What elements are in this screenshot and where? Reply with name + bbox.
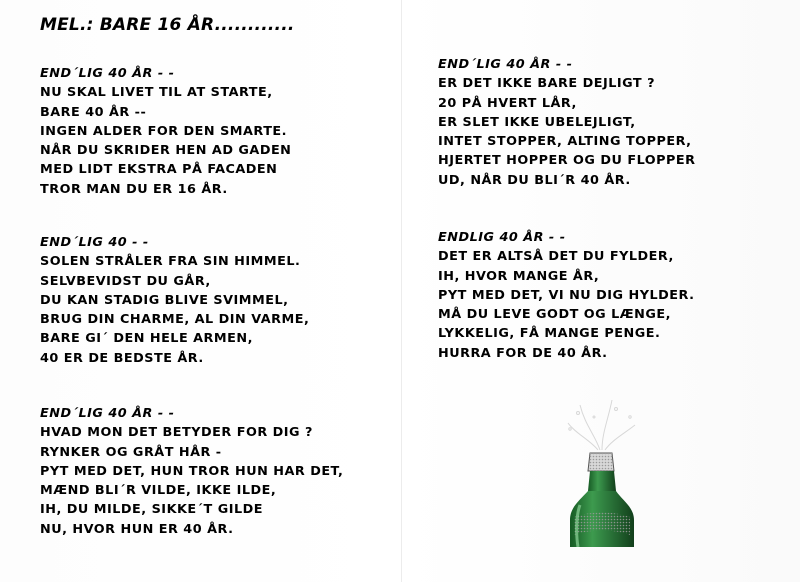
- stanza-line: DU KAN STADIG BLIVE SVIMMEL,: [40, 292, 289, 308]
- stanza-line: IH, HVOR MANGE ÅR,: [438, 268, 600, 284]
- stanza-first-line: END´LIG 40 ÅR - -: [40, 66, 175, 81]
- stanza-line: 40 ER DE BEDSTE ÅR.: [40, 350, 204, 366]
- stanza-line: DET ER ALTSÅ DET DU FYLDER,: [438, 249, 674, 265]
- stanza-first-line: END´LIG 40 ÅR - -: [40, 406, 175, 421]
- stanza-line: MÆND BLI´R VILDE, IKKE ILDE,: [40, 483, 277, 499]
- stanza-line: RYNKER OG GRÅT HÅR -: [40, 444, 222, 460]
- stanza-left-3: [40, 404, 343, 539]
- stanza-line: NU, HVOR HUN ER 40 ÅR.: [40, 521, 234, 537]
- stanza-line: MED LIDT EKSTRA PÅ FACADEN: [40, 162, 278, 178]
- stanza-first-line: END´LIG 40 ÅR - -: [438, 57, 573, 72]
- stanza-line: PYT MED DET, VI NU DIG HYLDER.: [438, 287, 695, 303]
- stanza-line: PYT MED DET, HUN TROR HUN HAR DET,: [40, 463, 344, 479]
- stanza-line: ER SLET IKKE UBELEJLIGT,: [438, 114, 636, 130]
- stanza-line: BARE 40 ÅR --: [40, 104, 147, 120]
- stanza-first-line: END´LIG 40 - -: [40, 235, 149, 250]
- stanza-left-2: [40, 233, 309, 368]
- stanza-line: NU SKAL LIVET TIL AT STARTE,: [40, 85, 273, 101]
- stanza-line: LYKKELIG, FÅ MANGE PENGE.: [438, 326, 661, 342]
- stanza-line: SELVBEVIDST DU GÅR,: [40, 273, 211, 289]
- stanza-left-1: [40, 64, 291, 199]
- stanza-line: INGEN ALDER FOR DEN SMARTE.: [40, 123, 288, 139]
- stanza-first-line: ENDLIG 40 ÅR - -: [438, 230, 566, 245]
- stanza-line: BRUG DIN CHARME, AL DIN VARME,: [40, 312, 310, 328]
- stanza-line: BARE GI´ DEN HELE ARMEN,: [40, 331, 253, 347]
- stanza-line: ER DET IKKE BARE DEJLIGT ?: [438, 76, 656, 92]
- stanza-line: UD, NÅR DU BLI´R 40 ÅR.: [438, 172, 631, 188]
- page-fold-divider: [401, 0, 402, 582]
- stanza-line: SOLEN STRÅLER FRA SIN HIMMEL.: [40, 254, 301, 270]
- stanza-line: NÅR DU SKRIDER HEN AD GADEN: [40, 143, 292, 159]
- stanza-right-1: [438, 55, 696, 190]
- stanza-line: IH, DU MILDE, SIKKE´T GILDE: [40, 502, 264, 518]
- stanza-line: INTET STOPPER, ALTING TOPPER,: [438, 134, 692, 150]
- stanza-line: 20 PÅ HVERT LÅR,: [438, 95, 577, 111]
- champagne-spray: [568, 400, 635, 450]
- stanza-line: TROR MAN DU ER 16 ÅR.: [40, 181, 228, 197]
- stanza-line: MÅ DU LEVE GODT OG LÆNGE,: [438, 307, 671, 323]
- stanza-line: HURRA FOR DE 40 ÅR.: [438, 345, 608, 361]
- song-melody-title: MEL.: BARE 16 ÅR............: [40, 15, 295, 35]
- stanza-right-2: [438, 228, 694, 363]
- stanza-line: HJERTET HOPPER OG DU FLOPPER: [438, 153, 696, 169]
- champagne-bottle-icon: [550, 395, 655, 547]
- stanza-line: HVAD MON DET BETYDER FOR DIG ?: [40, 425, 313, 441]
